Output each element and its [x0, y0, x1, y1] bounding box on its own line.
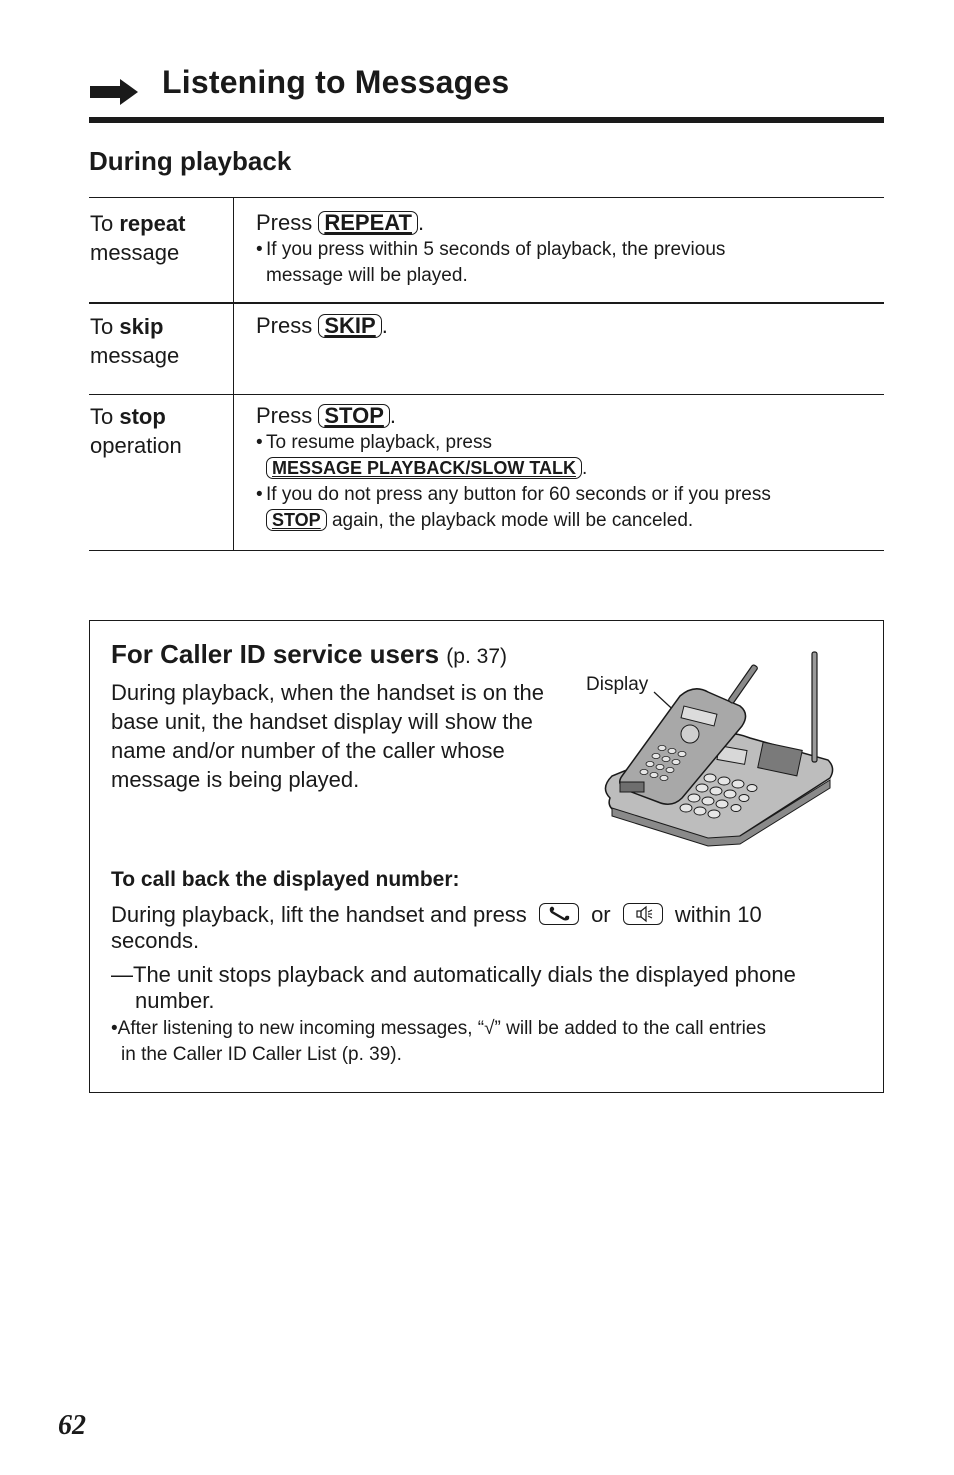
callback-heading: To call back the displayed number:	[111, 868, 460, 891]
section-heading: During playback	[89, 146, 292, 176]
table-row-body: Press REPEAT . • If you press within 5 seconds of playback, the previous message will be played.	[256, 209, 876, 289]
caller-id-heading: For Caller ID service users (p. 37)	[111, 639, 507, 669]
stop-key: STOP	[266, 509, 327, 531]
action-word: stop	[119, 404, 166, 429]
action-word: repeat	[119, 211, 186, 236]
result-explanation: —The unit stops playback and automatically dials the displayed phone number.	[111, 962, 796, 1013]
stop-key: STOP	[318, 404, 390, 428]
table-column-divider	[233, 198, 234, 551]
table-bottom-rule	[89, 550, 884, 551]
note: • If you do not press any button for 60 seconds or if you press STOP again, the playback mode will be canceled.	[256, 484, 771, 531]
table-row-body: Press SKIP .	[256, 313, 388, 338]
page-title: Listening to Messages	[162, 64, 510, 100]
page-number: 62	[58, 1410, 86, 1441]
right-arrow-icon	[90, 77, 140, 107]
note: • To resume playback, press MESSAGE PLAYBACK/SLOW TALK .	[256, 432, 588, 479]
callback-instruction: During playback, lift the handset and press or within 10 seconds.	[111, 902, 762, 953]
table-top-rule	[89, 197, 884, 198]
talk-handset-icon	[539, 903, 579, 925]
table-row-label: To skip message	[90, 314, 180, 368]
table-row-label: To stop operation	[90, 404, 182, 458]
note: •After listening to new incoming messages, “√” will be added to the call entries in the Caller ID Caller List (p. 39).	[111, 1018, 766, 1065]
page-reference: (p. 37)	[446, 645, 507, 668]
table-row-label: To repeat message	[90, 211, 186, 265]
message-playback-key: MESSAGE PLAYBACK/SLOW TALK	[266, 457, 582, 479]
repeat-key: REPEAT	[318, 211, 418, 235]
skip-key: SKIP	[318, 314, 381, 338]
display-callout-label: Display	[586, 674, 649, 695]
speakerphone-icon	[623, 903, 663, 925]
action-word: skip	[119, 314, 164, 339]
table-row-body: Press STOP . • To resume playback, press MESSAGE PLAYBACK/SLOW TALK . • If you do not press any button for 60 seconds or if you press STOP again, the playback mode will be canceled.	[256, 402, 876, 534]
table-row-divider	[89, 302, 884, 304]
title-rule	[89, 117, 884, 123]
note: • If you press within 5 seconds of playback, the previous message will be played.	[256, 239, 726, 286]
caller-id-description: During playback, when the handset is on the base unit, the handset display will show the name and/or number of the caller whose message is being played.	[111, 680, 544, 792]
table-row-divider	[89, 394, 884, 395]
